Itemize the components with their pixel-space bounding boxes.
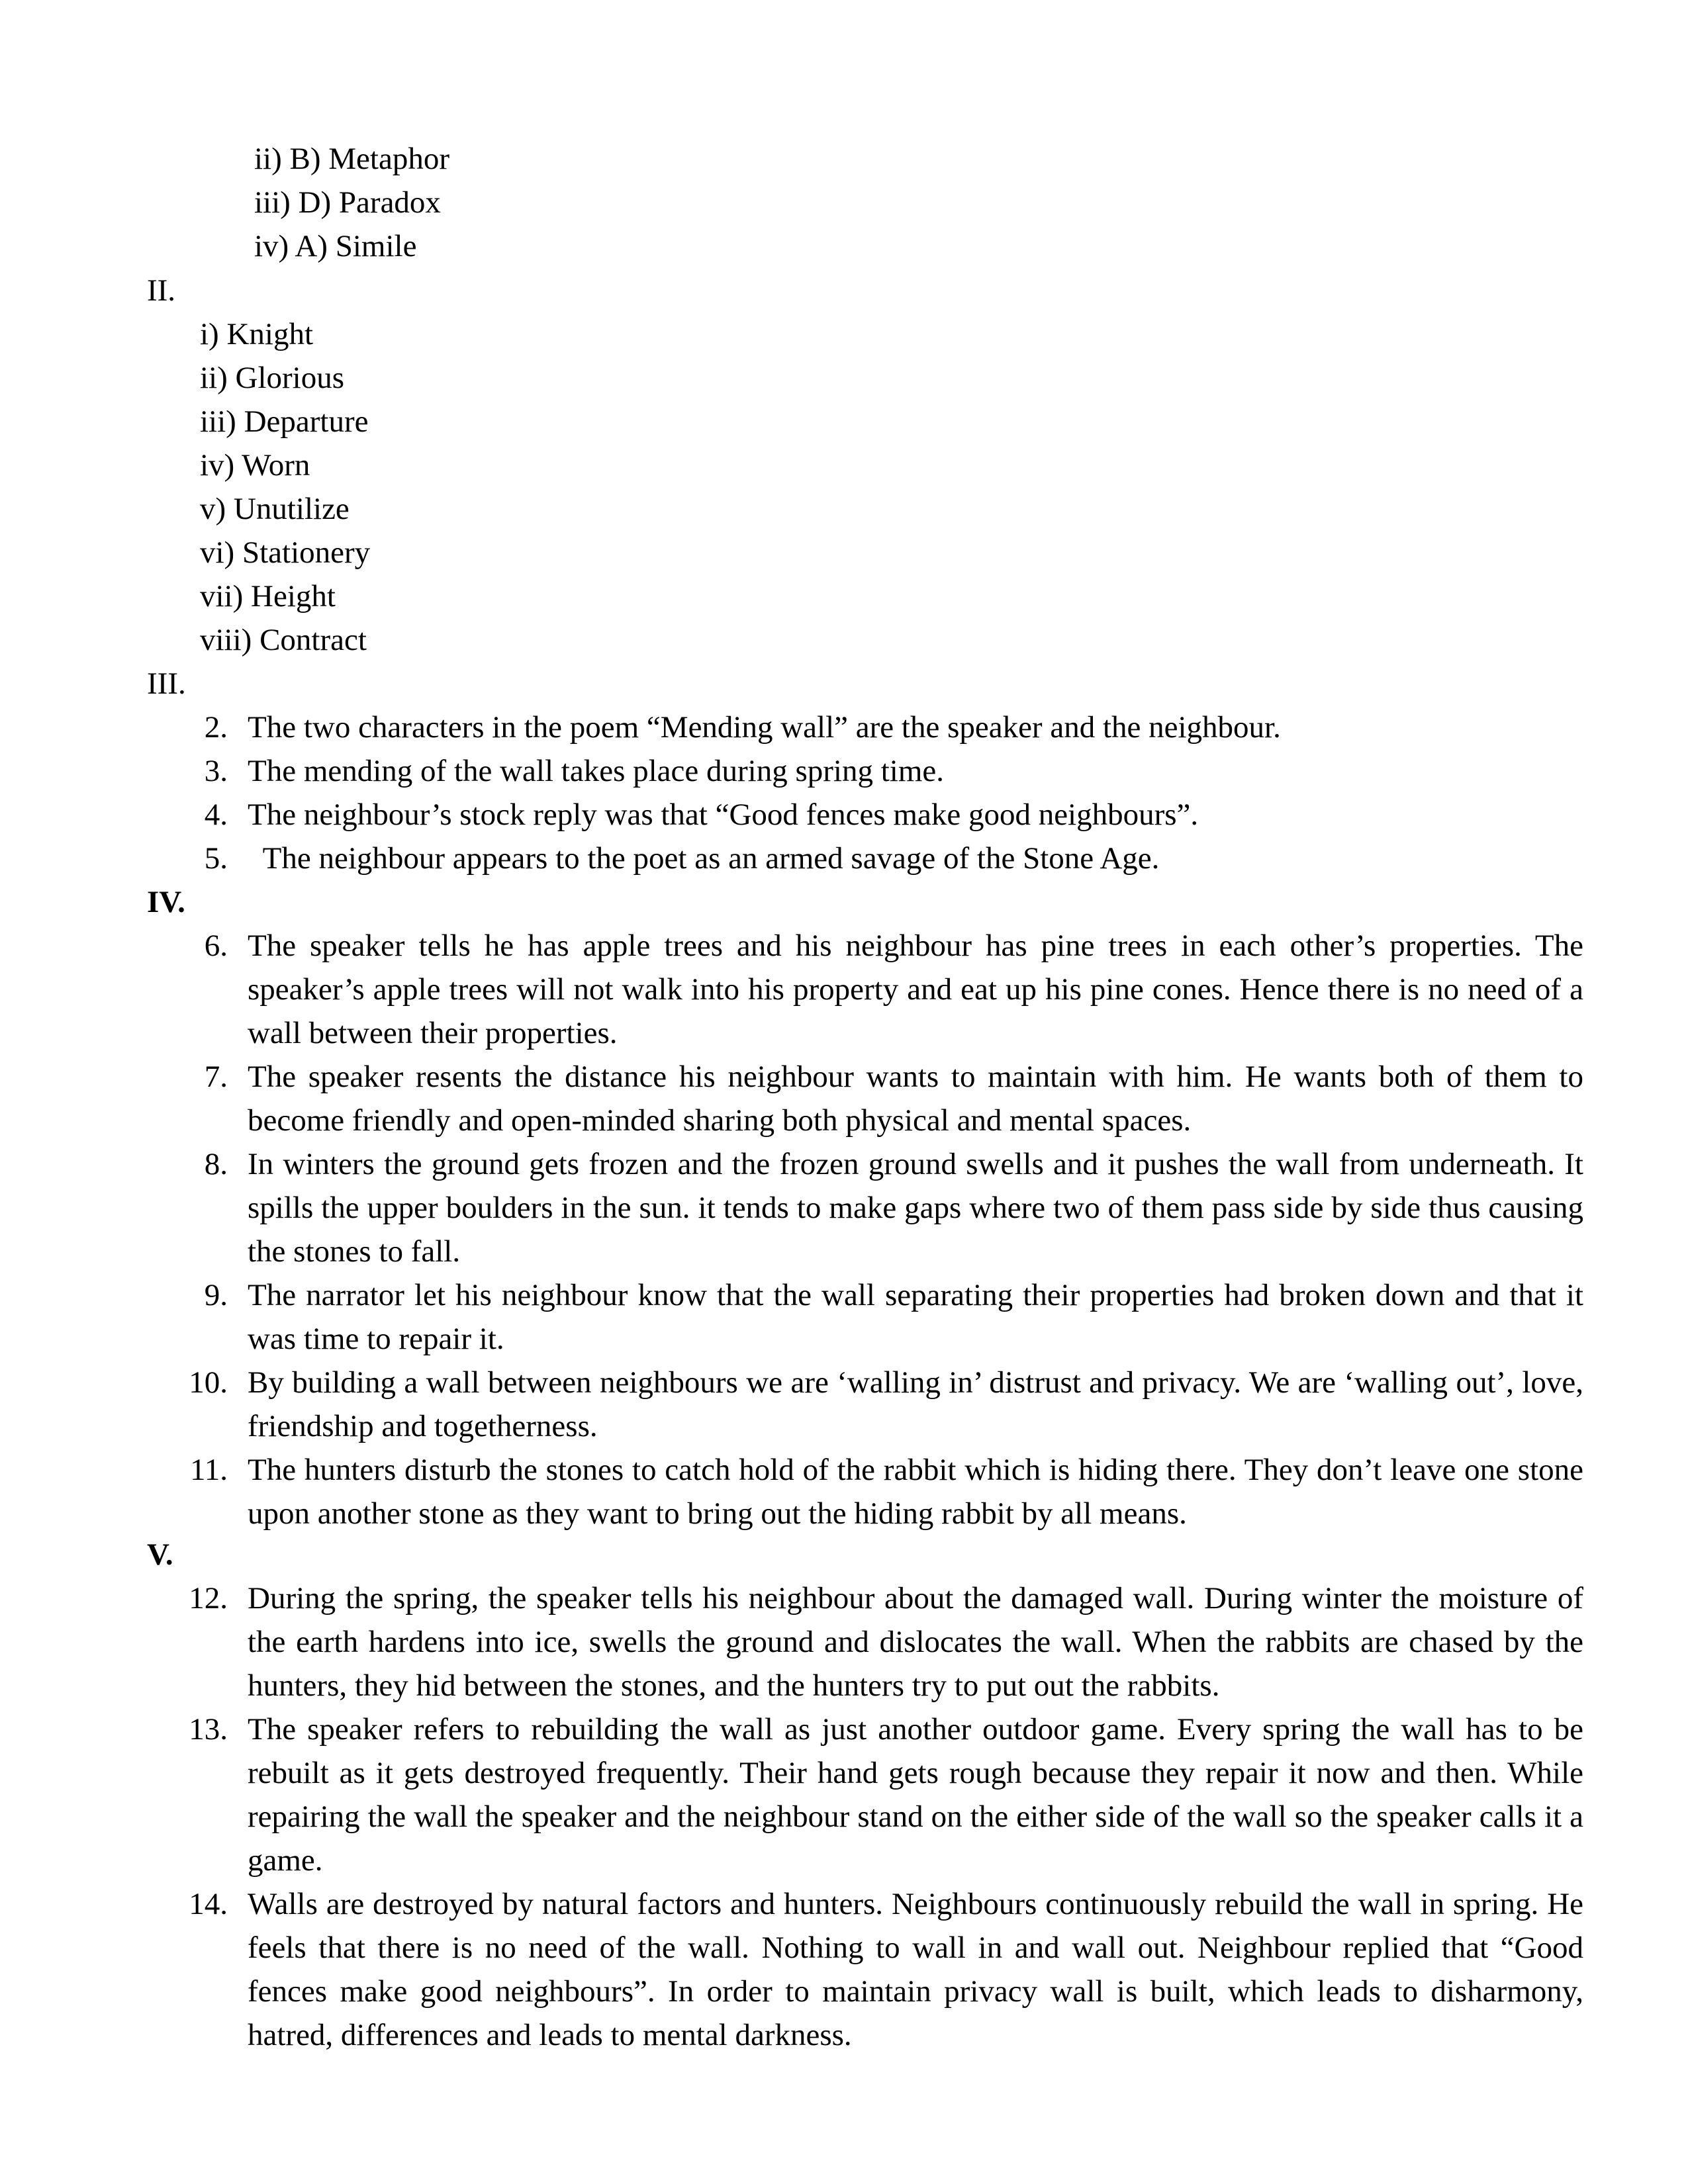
list-item: iii) Departure bbox=[200, 404, 369, 439]
section-i-tail-list bbox=[254, 137, 449, 268]
list-item: vii) Height bbox=[200, 579, 336, 614]
item-number: 9. bbox=[204, 1278, 228, 1312]
section-iii-list bbox=[147, 705, 1583, 880]
section-v-heading: V. bbox=[147, 1537, 173, 1572]
section-ii-list bbox=[200, 312, 370, 662]
list-item bbox=[147, 1448, 1583, 1535]
list-item: iii) D) Paradox bbox=[254, 185, 441, 220]
item-number: 3. bbox=[204, 754, 228, 788]
section-v-list bbox=[147, 1576, 1583, 2057]
item-number: 6. bbox=[204, 929, 228, 963]
list-item: viii) Contract bbox=[200, 623, 367, 657]
list-item bbox=[147, 924, 1583, 1055]
list-item: ii) B) Metaphor bbox=[254, 142, 449, 176]
item-text: In winters the ground gets frozen and the frozen ground swells and it pushes the wall from underneath. It spills the upper boulders in the sun. it tends to make gaps where two of them pass side by side thus causing the stones to fall. bbox=[248, 1147, 1583, 1269]
item-number: 12. bbox=[189, 1581, 228, 1615]
list-item bbox=[147, 793, 1583, 837]
item-number: 2. bbox=[204, 710, 228, 745]
item-text: The hunters disturb the stones to catch hold of the rabbit which is hiding there. They don’t leave one stone upon another stone as they want to bring out the hiding rabbit by all means. bbox=[248, 1453, 1583, 1531]
list-item: i) Knight bbox=[200, 317, 314, 351]
item-text: During the spring, the speaker tells his neighbour about the damaged wall. During winter the moisture of the earth hardens into ice, swells the ground and dislocates the wall. When the rabbits are chased by the hunters, they hid between the stones, and the hunters try to put out the rabbits. bbox=[248, 1581, 1583, 1703]
list-item bbox=[147, 1273, 1583, 1361]
item-number: 13. bbox=[189, 1712, 228, 1747]
item-text: The speaker resents the distance his neighbour wants to maintain with him. He wants both of them to become friendly and open-minded sharing both physical and mental spaces. bbox=[248, 1060, 1583, 1138]
item-number: 11. bbox=[189, 1453, 228, 1487]
list-item bbox=[147, 1707, 1583, 1882]
section-ii-heading: II. bbox=[147, 273, 176, 308]
section-iv-list bbox=[147, 924, 1583, 1535]
item-number: 4. bbox=[204, 797, 228, 832]
list-item bbox=[147, 1055, 1583, 1142]
list-item bbox=[147, 1361, 1583, 1448]
item-text: The speaker refers to rebuilding the wall as just another outdoor game. Every spring the wall has to be rebuilt as it gets destroyed frequently. Their hand gets rough because they repair it now and then. While repairing the wall the speaker and the neighbour stand on the either side of the wall so the speaker calls it a game. bbox=[248, 1712, 1583, 1878]
item-number: 8. bbox=[204, 1147, 228, 1181]
item-text: The narrator let his neighbour know that the wall separating their properties had broken down and that it was time to repair it. bbox=[248, 1278, 1583, 1356]
item-text: By building a wall between neighbours we are ‘walling in’ distrust and privacy. We are ‘walling out’, love, friendship and togetherness. bbox=[248, 1365, 1583, 1443]
list-item bbox=[147, 837, 1583, 880]
list-item bbox=[147, 705, 1583, 749]
item-number: 14. bbox=[189, 1887, 228, 1921]
item-text: The speaker tells he has apple trees and his neighbour has pine trees in each other’s properties. The speaker’s apple trees will not walk into his property and eat up his pine cones. Hence there is no need of a wall between their properties. bbox=[248, 929, 1583, 1050]
list-item: vi) Stationery bbox=[200, 535, 371, 570]
list-item bbox=[147, 749, 1583, 793]
list-item: ii) Glorious bbox=[200, 361, 345, 395]
list-item: iv) Worn bbox=[200, 448, 310, 482]
item-number: 5. bbox=[204, 841, 228, 876]
item-text: The two characters in the poem “Mending wall” are the speaker and the neighbour. bbox=[248, 710, 1281, 745]
item-number: 7. bbox=[204, 1060, 228, 1094]
list-item bbox=[147, 1576, 1583, 1707]
list-item: iv) A) Simile bbox=[254, 229, 417, 263]
item-text: The neighbour’s stock reply was that “Good fences make good neighbours”. bbox=[248, 797, 1199, 832]
item-text: The mending of the wall takes place during spring time. bbox=[248, 754, 944, 788]
list-item bbox=[147, 1142, 1583, 1273]
list-item: v) Unutilize bbox=[200, 492, 350, 526]
item-text: Walls are destroyed by natural factors and hunters. Neighbours continuously rebuild the wall in spring. He feels that there is no need of the wall. Nothing to wall in and wall out. Neighbour replied that “Good fences make good neighbours”. In order to maintain privacy wall is built, which leads to disharmony, hatred, differences and leads to mental darkness. bbox=[248, 1887, 1583, 2052]
item-text: The neighbour appears to the poet as an armed savage of the Stone Age. bbox=[248, 841, 1160, 876]
section-iii-heading: III. bbox=[147, 666, 186, 701]
section-iv-heading: IV. bbox=[147, 885, 185, 919]
item-number: 10. bbox=[189, 1365, 228, 1400]
list-item bbox=[147, 1882, 1583, 2057]
